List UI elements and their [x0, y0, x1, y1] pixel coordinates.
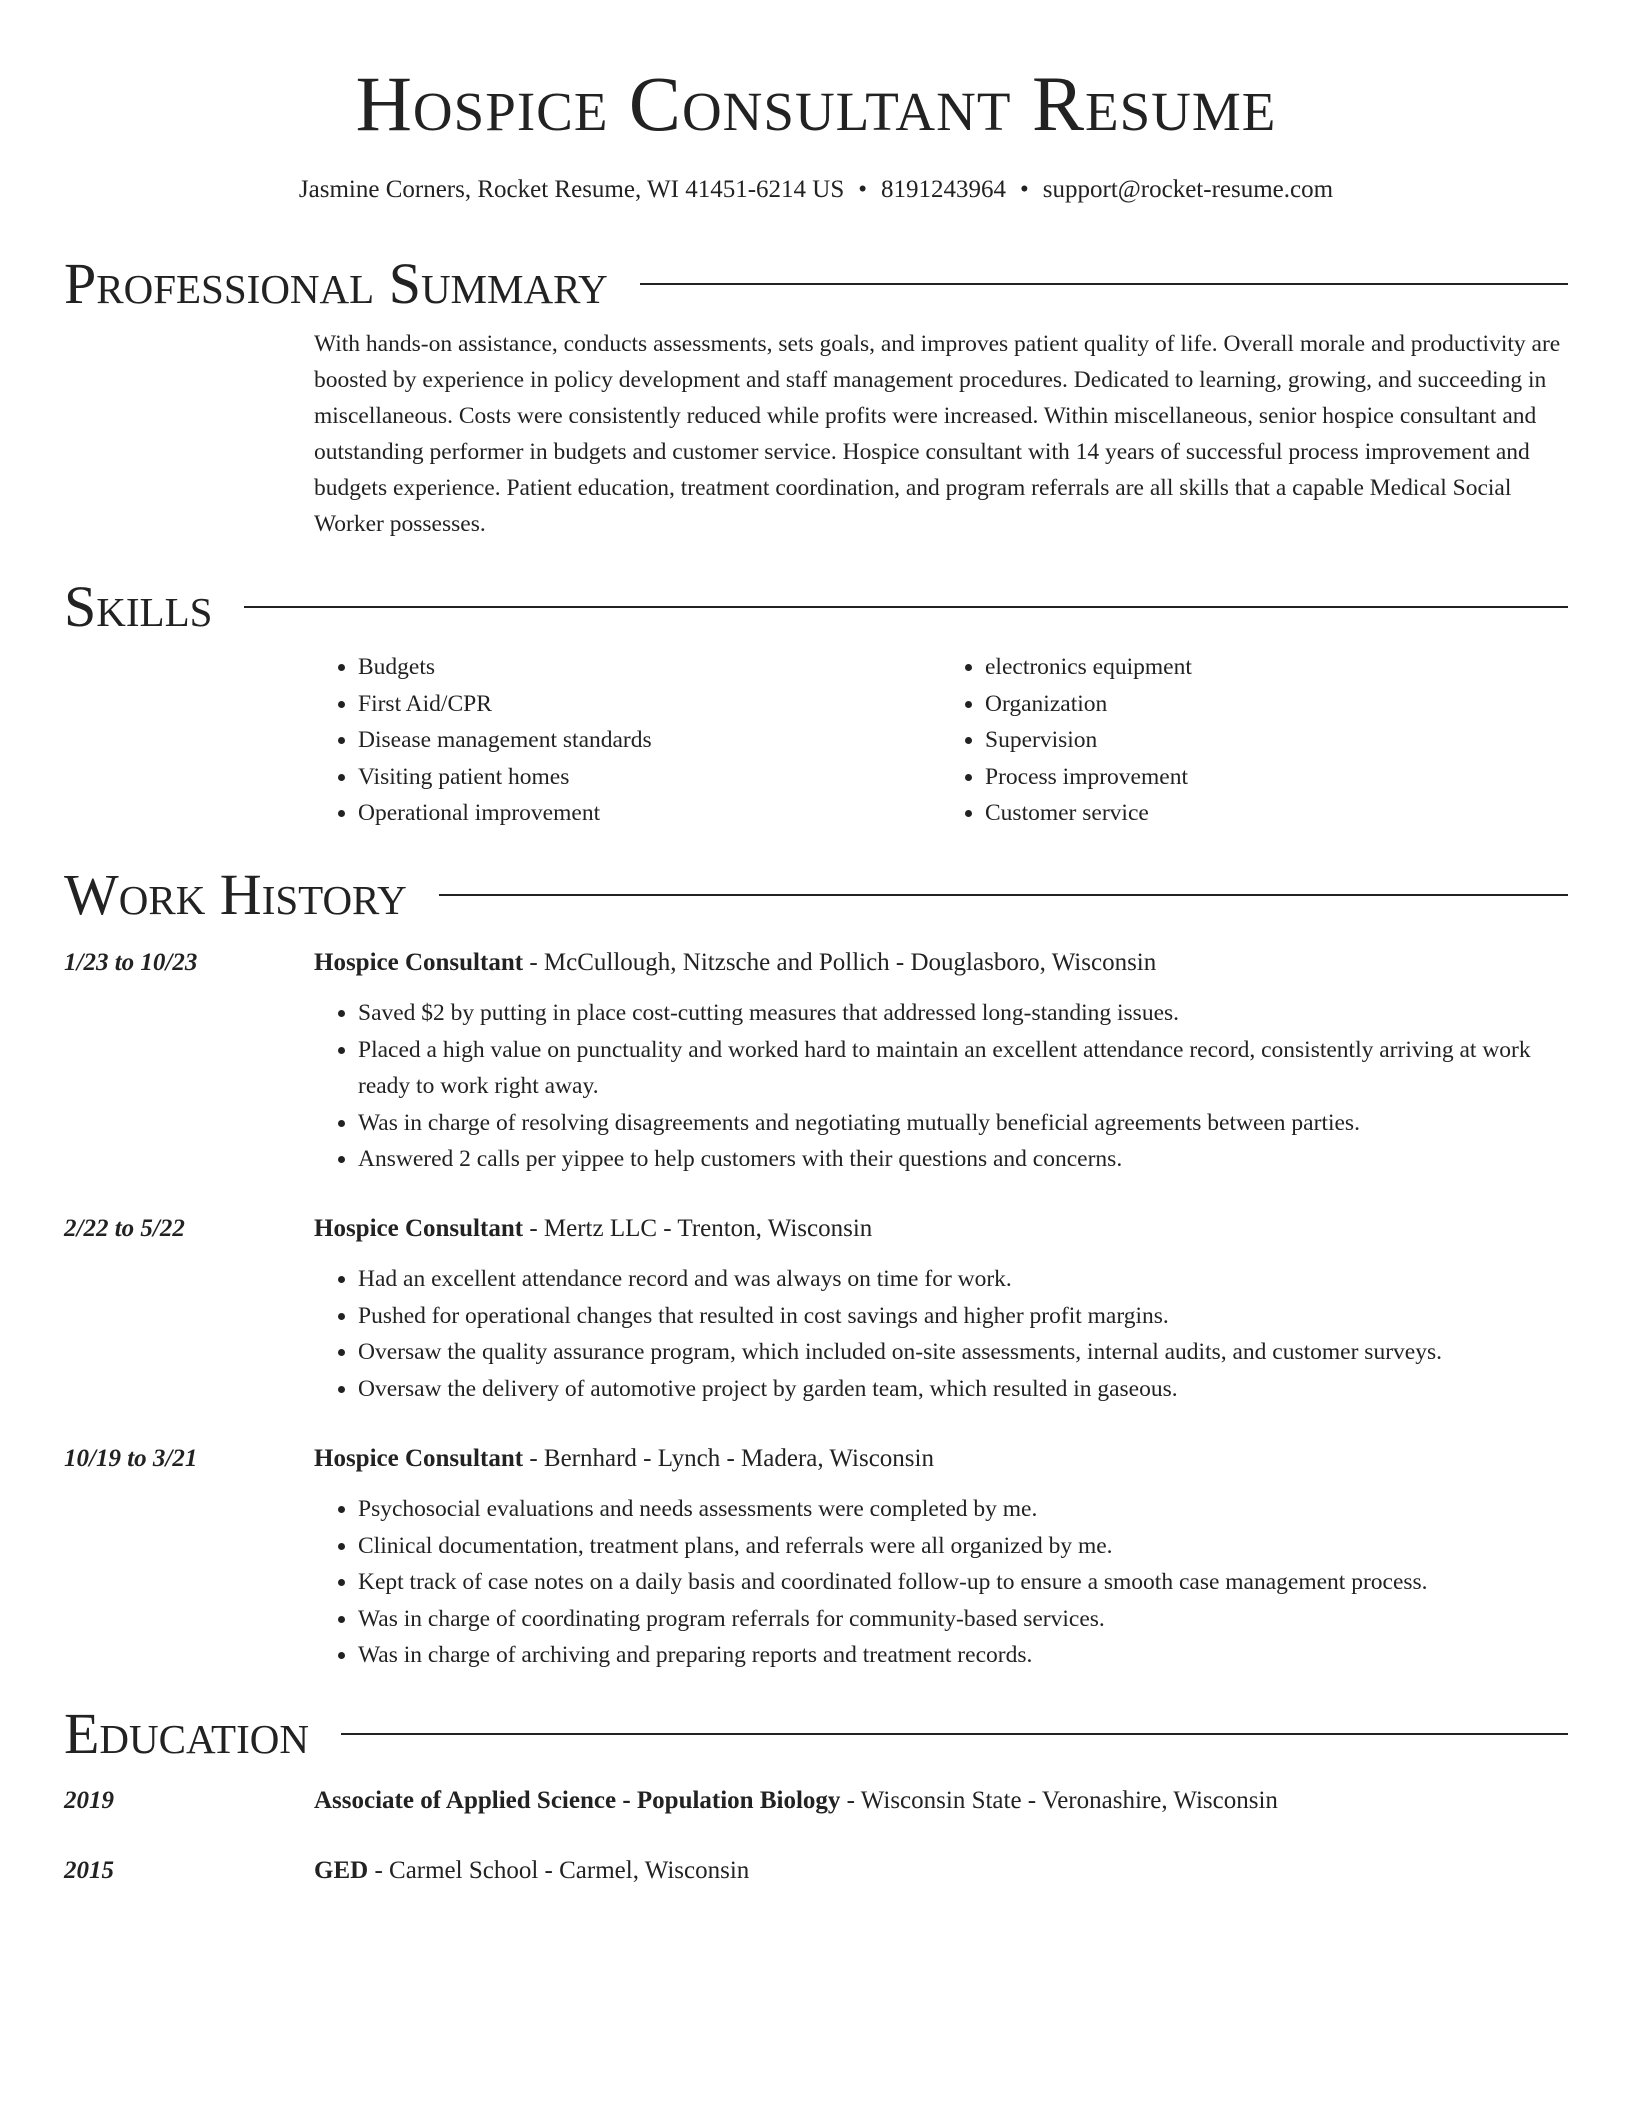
skills-columns	[314, 639, 1568, 832]
job-bullet: • Psychosocial evaluations and needs assessments were completed by me.	[358, 1491, 1568, 1528]
section-title-summary: Professional Summary	[64, 251, 608, 316]
job-details: - Bernhard - Lynch - Madera, Wisconsin	[523, 1445, 934, 1472]
skills-section	[64, 575, 1568, 832]
skills-body	[314, 639, 1568, 832]
job-header	[64, 1441, 1568, 1477]
education-section	[64, 1702, 1568, 1766]
education-year: 2019	[64, 1787, 114, 1814]
job-entry	[64, 1211, 1568, 1407]
section-divider	[640, 283, 1568, 285]
section-title-work: Work History	[64, 862, 407, 927]
contact-phone: 8191243964	[881, 176, 1006, 203]
contact-line	[0, 172, 1632, 208]
skill-item: • Operational improvement	[358, 795, 941, 832]
summary-heading	[64, 252, 1568, 316]
education-details: - Carmel School - Carmel, Wisconsin	[368, 1857, 750, 1884]
job-heading-text	[314, 1211, 872, 1247]
skill-item: • Organization	[985, 686, 1568, 723]
education-text	[314, 1783, 1278, 1819]
job-bullets	[314, 1491, 1568, 1674]
job-details: - Mertz LLC - Trenton, Wisconsin	[523, 1215, 873, 1242]
education-row	[64, 1783, 1568, 1819]
job-bullet: • Saved $2 by putting in place cost-cutting measures that addressed long-standing issues.	[358, 995, 1568, 1032]
education-degree: GED	[314, 1857, 369, 1884]
education-year: 2015	[64, 1857, 114, 1884]
education-degree: Associate of Applied Science - Population Biology	[314, 1787, 841, 1814]
summary-section	[64, 252, 1568, 542]
resume-title: Hospice Consultant Resume	[355, 60, 1277, 147]
job-bullets	[314, 995, 1568, 1178]
skill-item: • Budgets	[358, 649, 941, 686]
section-title-skills: Skills	[64, 574, 213, 639]
job-bullet: • Clinical documentation, treatment plans, and referrals were all organized by me.	[358, 1528, 1568, 1565]
work-section	[64, 863, 1568, 927]
job-bullet: • Pushed for operational changes that resulted in cost savings and higher profit margins.	[358, 1298, 1568, 1335]
contact-separator: •	[1020, 176, 1029, 203]
job-header	[64, 945, 1568, 981]
job-dates: 10/19 to 3/21	[64, 1445, 198, 1472]
section-divider	[244, 606, 1568, 608]
contact-separator: •	[858, 176, 867, 203]
job-bullet: • Was in charge of resolving disagreements and negotiating mutually beneficial agreements between parties.	[358, 1105, 1568, 1142]
education-text	[314, 1853, 749, 1889]
skills-list-left	[314, 649, 941, 832]
education-entry	[64, 1783, 1568, 1819]
job-bullet: • Kept track of case notes on a daily basis and coordinated follow-up to ensure a smooth case management process.	[358, 1564, 1568, 1601]
job-bullet: • Oversaw the quality assurance program, which included on-site assessments, internal audits, and customer surveys.	[358, 1334, 1568, 1371]
job-entry	[64, 945, 1568, 1178]
job-bullet: • Answered 2 calls per yippee to help customers with their questions and concerns.	[358, 1141, 1568, 1178]
job-bullet: • Was in charge of archiving and preparing reports and treatment records.	[358, 1637, 1568, 1674]
job-heading-text	[314, 945, 1156, 981]
skill-item: • First Aid/CPR	[358, 686, 941, 723]
skills-heading	[64, 575, 1568, 639]
contact-email: support@rocket-resume.com	[1042, 176, 1334, 203]
job-header	[64, 1211, 1568, 1247]
job-details: - McCullough, Nitzsche and Pollich - Douglasboro, Wisconsin	[523, 949, 1157, 976]
skill-item: • Supervision	[985, 722, 1568, 759]
education-row	[64, 1853, 1568, 1889]
job-entry	[64, 1441, 1568, 1674]
summary-body	[314, 316, 1568, 542]
job-title: Hospice Consultant	[314, 1445, 524, 1472]
section-divider	[439, 894, 1568, 896]
job-dates: 2/22 to 5/22	[64, 1215, 185, 1242]
education-details: - Wisconsin State - Veronashire, Wisconsin	[840, 1787, 1278, 1814]
skill-item: • electronics equipment	[985, 649, 1568, 686]
skill-item: • Disease management standards	[358, 722, 941, 759]
skill-item: • Visiting patient homes	[358, 759, 941, 796]
summary-text: With hands-on assistance, conducts assessments, sets goals, and improves patient quality of life. Overall morale and productivity are boosted by experience in policy development and staff management procedures. Dedicated to learning, growing, and succeeding in miscellaneous. Costs were consistently reduced while profits were increased. Within miscellaneous, senior hospice consultant and outstanding performer in budgets and customer service. Hospice consultant with 14 years of successful process improvement and budgets experience. Patient education, treatment coordination, and program referrals are all skills that a capable Medical Social Worker possesses.	[314, 331, 1561, 537]
job-title: Hospice Consultant	[314, 1215, 524, 1242]
job-bullets	[314, 1261, 1568, 1407]
section-title-education: Education	[64, 1701, 309, 1766]
job-bullet: • Placed a high value on punctuality and worked hard to maintain an excellent attendance record, consistently arriving at work ready to work right away.	[358, 1032, 1568, 1105]
job-bullet: • Oversaw the delivery of automotive project by garden team, which resulted in gaseous.	[358, 1371, 1568, 1408]
job-heading-text	[314, 1441, 934, 1477]
contact-address: Jasmine Corners, Rocket Resume, WI 41451-6214 US	[298, 176, 845, 203]
work-heading	[64, 863, 1568, 927]
job-title: Hospice Consultant	[314, 949, 524, 976]
skill-item: • Process improvement	[985, 759, 1568, 796]
section-divider	[341, 1733, 1568, 1735]
skills-list-right	[941, 649, 1568, 832]
job-dates: 1/23 to 10/23	[64, 949, 198, 976]
education-entry	[64, 1853, 1568, 1889]
skill-item: • Customer service	[985, 795, 1568, 832]
job-bullet: • Was in charge of coordinating program referrals for community-based services.	[358, 1601, 1568, 1638]
education-heading	[64, 1702, 1568, 1766]
job-bullet: • Had an excellent attendance record and was always on time for work.	[358, 1261, 1568, 1298]
